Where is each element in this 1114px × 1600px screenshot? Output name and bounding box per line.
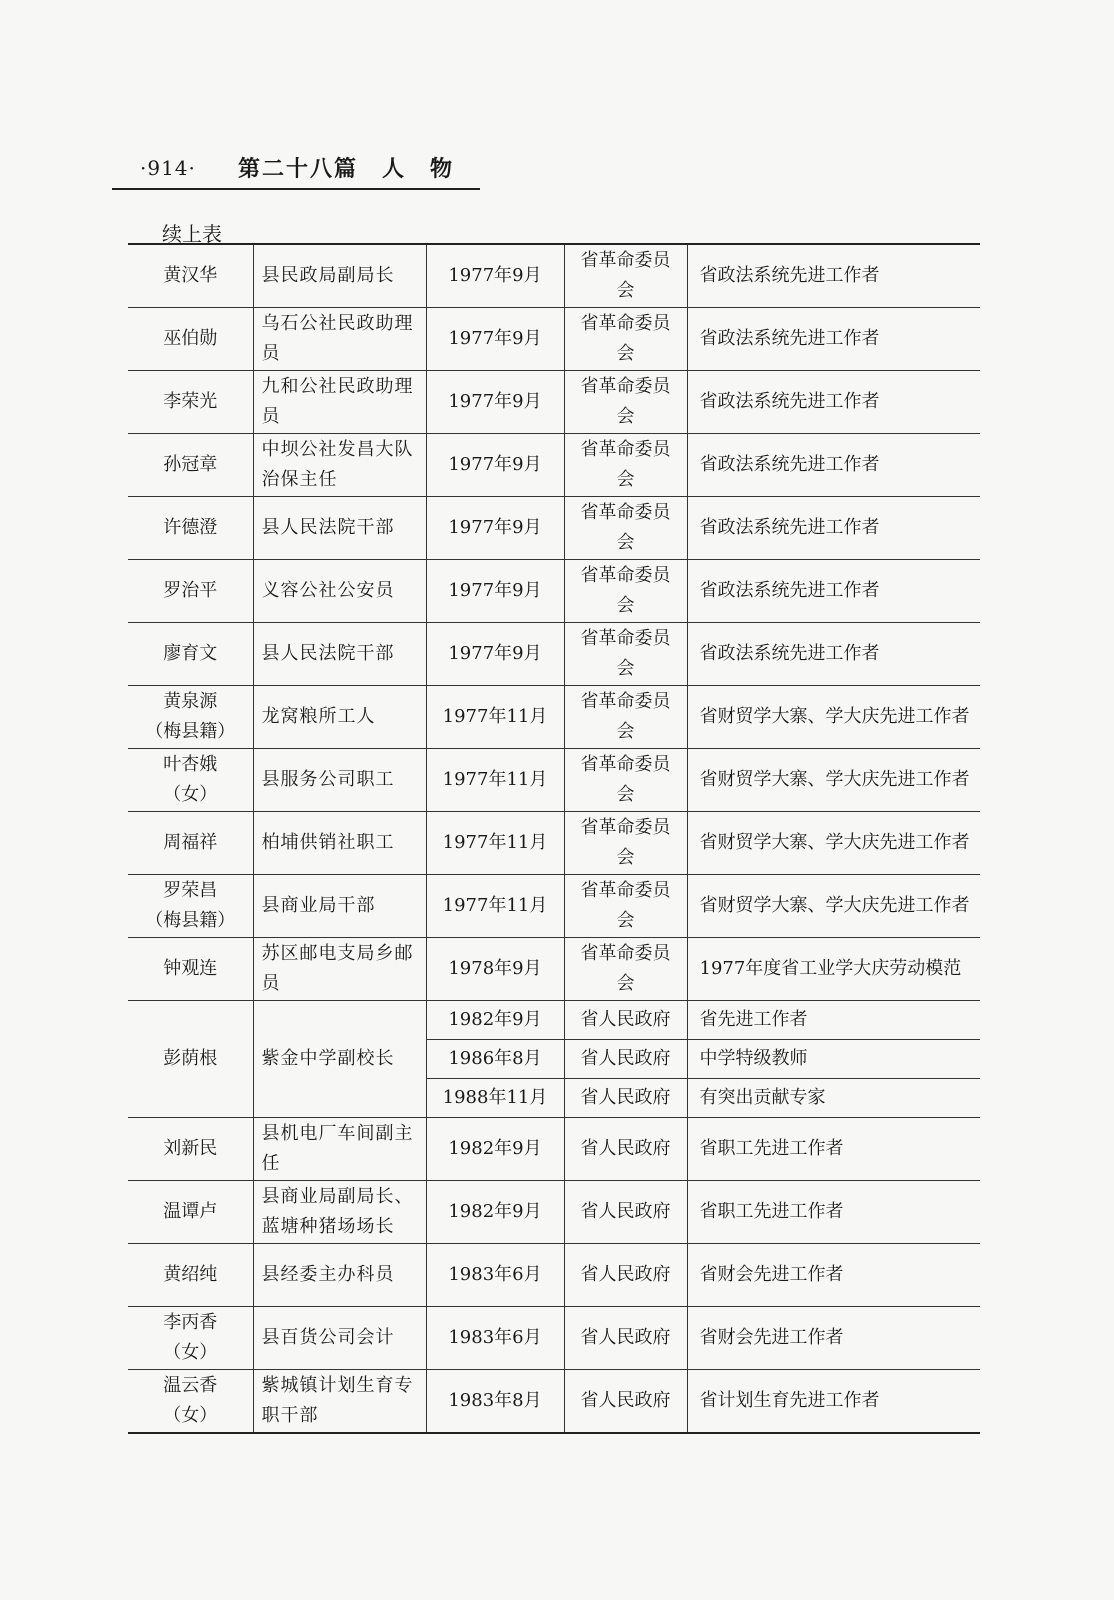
- position-cell: 县百货公司会计: [253, 1307, 426, 1370]
- date-cell: 1982年9月: [426, 1001, 564, 1040]
- table-row: [128, 812, 980, 875]
- person-name-cell: [128, 1307, 253, 1370]
- awarding-body-cell: 省革命委员会: [564, 308, 687, 371]
- person-name-note: （女）: [163, 1405, 218, 1426]
- table-row: [128, 434, 980, 497]
- position-cell: 苏区邮电支局乡邮员: [253, 938, 426, 1001]
- awarding-body-cell: 省革命委员会: [564, 497, 687, 560]
- person-name: 黄绍纯: [163, 1264, 218, 1285]
- date-cell: 1977年9月: [426, 497, 564, 560]
- date-cell: 1988年11月: [426, 1079, 564, 1118]
- position-cell: 龙窝粮所工人: [253, 686, 426, 749]
- awarding-body-cell: 省革命委员会: [564, 371, 687, 434]
- position-cell: 县经委主办科员: [253, 1244, 426, 1307]
- awarding-body-cell: 省革命委员会: [564, 812, 687, 875]
- awarding-body-cell: 省人民政府: [564, 1370, 687, 1434]
- table-row: [128, 623, 980, 686]
- page-number: ·914·: [140, 156, 196, 180]
- date-cell: 1983年6月: [426, 1307, 564, 1370]
- awarding-body-cell: 省革命委员会: [564, 434, 687, 497]
- chapter-title: 第二十八篇 人 物: [238, 156, 455, 182]
- position-cell: 县民政局副局长: [253, 244, 426, 308]
- honor-title-cell: 中学特级教师: [687, 1040, 980, 1079]
- honor-title-cell: 省职工先进工作者: [687, 1181, 980, 1244]
- awarding-body-cell: 省革命委员会: [564, 244, 687, 308]
- date-cell: 1977年9月: [426, 308, 564, 371]
- person-name-note: （梅县籍）: [145, 910, 236, 931]
- person-name-cell: [128, 623, 253, 686]
- awarding-body-cell: 省革命委员会: [564, 560, 687, 623]
- table-row: [128, 560, 980, 623]
- awarding-body-cell: 省人民政府: [564, 1040, 687, 1079]
- position-cell: 县人民法院干部: [253, 497, 426, 560]
- honor-title-cell: 省财贸学大寨、学大庆先进工作者: [687, 812, 980, 875]
- date-cell: 1977年11月: [426, 812, 564, 875]
- person-name-cell: [128, 749, 253, 812]
- person-name: 巫伯勋: [163, 328, 218, 349]
- date-cell: 1977年11月: [426, 686, 564, 749]
- table-row: [128, 1244, 980, 1307]
- honor-title-cell: 省政法系统先进工作者: [687, 497, 980, 560]
- person-name: 罗治平: [163, 580, 218, 601]
- person-name: 钟观连: [163, 958, 218, 979]
- person-name-cell: [128, 560, 253, 623]
- awarding-body-cell: 省革命委员会: [564, 749, 687, 812]
- person-name-cell: [128, 1181, 253, 1244]
- page-header: [112, 150, 480, 190]
- person-name: 刘新民: [163, 1138, 218, 1159]
- position-cell: 义容公社公安员: [253, 560, 426, 623]
- person-name-cell: [128, 371, 253, 434]
- date-cell: 1982年9月: [426, 1181, 564, 1244]
- person-name-cell: [128, 686, 253, 749]
- table-body: [128, 244, 980, 1433]
- honors-table: [128, 243, 980, 1434]
- person-name: 罗荣昌: [163, 880, 218, 901]
- position-cell: 乌石公社民政助理员: [253, 308, 426, 371]
- honor-title-cell: 省政法系统先进工作者: [687, 244, 980, 308]
- person-name-cell: [128, 244, 253, 308]
- honor-title-cell: 省财贸学大寨、学大庆先进工作者: [687, 875, 980, 938]
- person-name-cell: [128, 1244, 253, 1307]
- date-cell: 1977年9月: [426, 434, 564, 497]
- table-row: [128, 371, 980, 434]
- person-name-note: （梅县籍）: [145, 721, 236, 742]
- person-name: 廖育文: [163, 643, 218, 664]
- honor-title-cell: 省先进工作者: [687, 1001, 980, 1040]
- person-name-cell: [128, 434, 253, 497]
- continued-label: 续上表: [162, 222, 222, 246]
- position-cell: 县商业局干部: [253, 875, 426, 938]
- honor-title-cell: 1977年度省工业学大庆劳动模范: [687, 938, 980, 1001]
- awarding-body-cell: 省革命委员会: [564, 686, 687, 749]
- person-name-note: （女）: [163, 784, 218, 805]
- awarding-body-cell: 省人民政府: [564, 1181, 687, 1244]
- date-cell: 1986年8月: [426, 1040, 564, 1079]
- awarding-body-cell: 省革命委员会: [564, 623, 687, 686]
- table-row: [128, 497, 980, 560]
- position-cell: 紫金中学副校长: [253, 1001, 426, 1118]
- date-cell: 1977年9月: [426, 560, 564, 623]
- awarding-body-cell: 省革命委员会: [564, 875, 687, 938]
- position-cell: 县服务公司职工: [253, 749, 426, 812]
- person-name-cell: [128, 1001, 253, 1118]
- date-cell: 1982年9月: [426, 1118, 564, 1181]
- position-cell: 县机电厂车间副主任: [253, 1118, 426, 1181]
- table-row: [128, 749, 980, 812]
- table-row: [128, 308, 980, 371]
- date-cell: 1977年11月: [426, 749, 564, 812]
- person-name: 黄泉源: [163, 691, 218, 712]
- table-row: [128, 1001, 980, 1040]
- person-name: 李荣光: [163, 391, 218, 412]
- table-row: [128, 875, 980, 938]
- table-row: [128, 1181, 980, 1244]
- position-cell: 紫城镇计划生育专职干部: [253, 1370, 426, 1434]
- honor-title-cell: 省政法系统先进工作者: [687, 371, 980, 434]
- date-cell: 1977年9月: [426, 371, 564, 434]
- person-name-note: （女）: [163, 1342, 218, 1363]
- honor-title-cell: 省财会先进工作者: [687, 1244, 980, 1307]
- position-cell: 县人民法院干部: [253, 623, 426, 686]
- awarding-body-cell: 省人民政府: [564, 1244, 687, 1307]
- person-name-cell: [128, 497, 253, 560]
- date-cell: 1983年8月: [426, 1370, 564, 1434]
- awarding-body-cell: 省人民政府: [564, 1079, 687, 1118]
- table-row: [128, 1370, 980, 1434]
- awarding-body-cell: 省人民政府: [564, 1118, 687, 1181]
- person-name-cell: [128, 1118, 253, 1181]
- table-row: [128, 1307, 980, 1370]
- person-name: 叶杏娥: [163, 754, 218, 775]
- person-name: 孙冠章: [163, 454, 218, 475]
- person-name-cell: [128, 875, 253, 938]
- honor-title-cell: 有突出贡献专家: [687, 1079, 980, 1118]
- position-cell: 中坝公社发昌大队治保主任: [253, 434, 426, 497]
- honor-title-cell: 省政法系统先进工作者: [687, 623, 980, 686]
- table-row: [128, 244, 980, 308]
- awarding-body-cell: 省人民政府: [564, 1307, 687, 1370]
- person-name: 温谭卢: [163, 1201, 218, 1222]
- date-cell: 1977年9月: [426, 244, 564, 308]
- person-name-cell: [128, 812, 253, 875]
- honor-title-cell: 省财会先进工作者: [687, 1307, 980, 1370]
- honor-title-cell: 省政法系统先进工作者: [687, 308, 980, 371]
- person-name-cell: [128, 1370, 253, 1434]
- person-name-cell: [128, 308, 253, 371]
- honor-title-cell: 省职工先进工作者: [687, 1118, 980, 1181]
- position-cell: 九和公社民政助理员: [253, 371, 426, 434]
- person-name: 周福祥: [163, 832, 218, 853]
- awarding-body-cell: 省人民政府: [564, 1001, 687, 1040]
- date-cell: 1978年9月: [426, 938, 564, 1001]
- position-cell: 县商业局副局长、蓝塘种猪场场长: [253, 1181, 426, 1244]
- date-cell: 1977年11月: [426, 875, 564, 938]
- honor-title-cell: 省政法系统先进工作者: [687, 560, 980, 623]
- person-name: 温云香: [163, 1375, 218, 1396]
- person-name-cell: [128, 938, 253, 1001]
- position-cell: 柏埔供销社职工: [253, 812, 426, 875]
- table-row: [128, 686, 980, 749]
- awarding-body-cell: 省革命委员会: [564, 938, 687, 1001]
- table-row: [128, 1118, 980, 1181]
- date-cell: 1977年9月: [426, 623, 564, 686]
- honor-title-cell: 省计划生育先进工作者: [687, 1370, 980, 1434]
- person-name: 彭荫根: [163, 1048, 218, 1069]
- person-name: 李丙香: [163, 1312, 218, 1333]
- honor-title-cell: 省财贸学大寨、学大庆先进工作者: [687, 749, 980, 812]
- person-name: 许德澄: [163, 517, 218, 538]
- honor-title-cell: 省政法系统先进工作者: [687, 434, 980, 497]
- honor-title-cell: 省财贸学大寨、学大庆先进工作者: [687, 686, 980, 749]
- table-row: [128, 938, 980, 1001]
- date-cell: 1983年6月: [426, 1244, 564, 1307]
- person-name: 黄汉华: [163, 265, 218, 286]
